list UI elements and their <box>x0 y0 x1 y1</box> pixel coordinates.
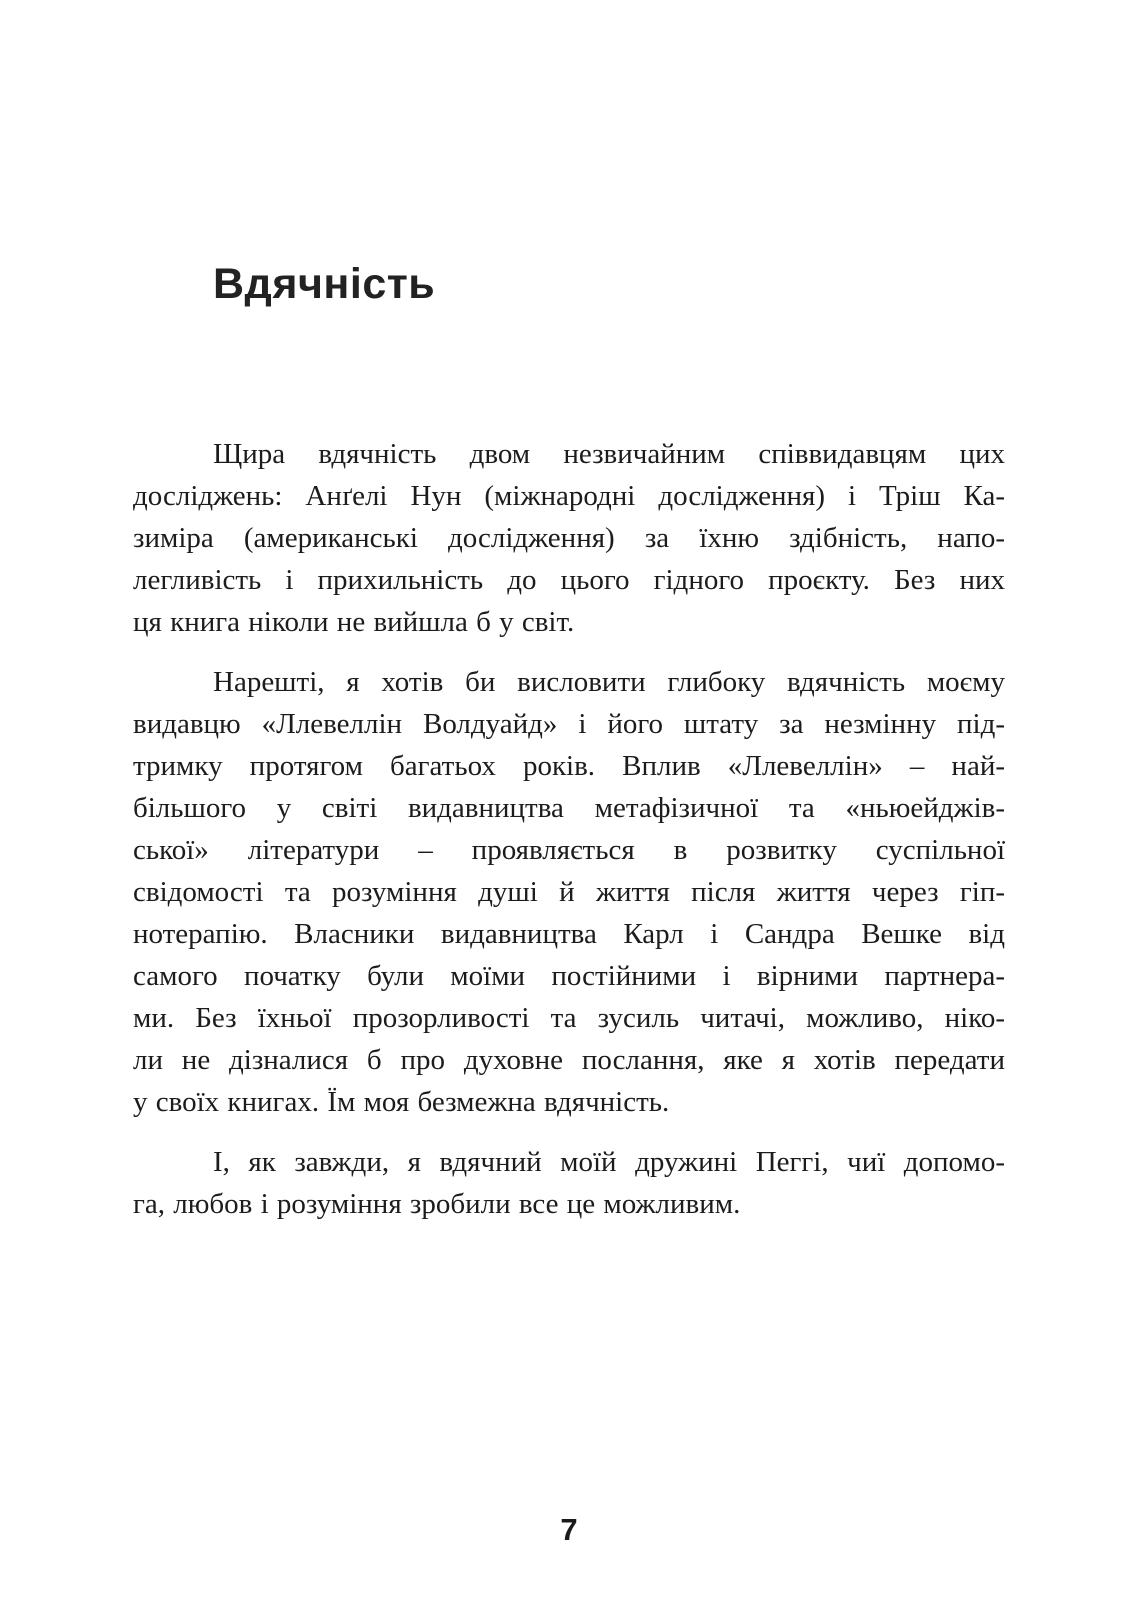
text-line: ської» літератури – проявляється в розвитку суспільної <box>133 834 1005 866</box>
text-line: більшого у світі видавництва метафізичної та «ньюейджів- <box>133 792 1005 824</box>
text-line: зиміра (американські дослідження) за їхню здібність, напо- <box>133 522 1005 554</box>
text-line: свідомості та розуміння душі й життя після життя через гіп- <box>133 876 1005 908</box>
text-line: нотерапію. Власники видавництва Карл і Сандра Вешке від <box>133 918 1005 950</box>
chapter-title: Вдячність <box>213 260 436 308</box>
text-line: ми. Без їхньої прозорливості та зусиль читачі, можливо, ніко- <box>133 1002 1005 1034</box>
text-line: ли не дізналися б про духовне послання, яке я хотів передати <box>133 1044 1005 1076</box>
text-line: самого початку були моїми постійними і вірними партнера- <box>133 960 1005 992</box>
text-line: досліджень: Анґелі Нун (міжнародні дослідження) і Тріш Ка- <box>133 480 1005 512</box>
text-line: видавцю «Ллевеллін Волдуайд» і його штату за незмінну під- <box>133 708 1005 740</box>
text-line: Щира вдячність двом незвичайним співвидавцям цих <box>213 438 1005 470</box>
text-line: І, як завжди, я вдячний моїй дружині Пеггі, чиї допомо- <box>213 1146 1005 1178</box>
body-text <box>133 433 1005 1243</box>
paragraph-3 <box>133 1141 1005 1225</box>
text-line: тримку протягом багатьох років. Вплив «Ллевеллін» – най- <box>133 750 1005 782</box>
paragraph-2 <box>133 661 1005 1123</box>
page-number: 7 <box>560 1512 578 1547</box>
text-line: Нарешті, я хотів би висловити глибоку вдячність моєму <box>213 666 1005 698</box>
paragraph-1 <box>133 433 1005 643</box>
text-line: га, любов і розуміння зробили все це можливим. <box>133 1188 741 1220</box>
text-line: ця книга ніколи не вийшла б у світ. <box>133 606 575 638</box>
text-line: у своїх книгах. Їм моя безмежна вдячність. <box>133 1086 670 1118</box>
text-line: легливість і прихильність до цього гідного проєкту. Без них <box>133 564 1005 596</box>
